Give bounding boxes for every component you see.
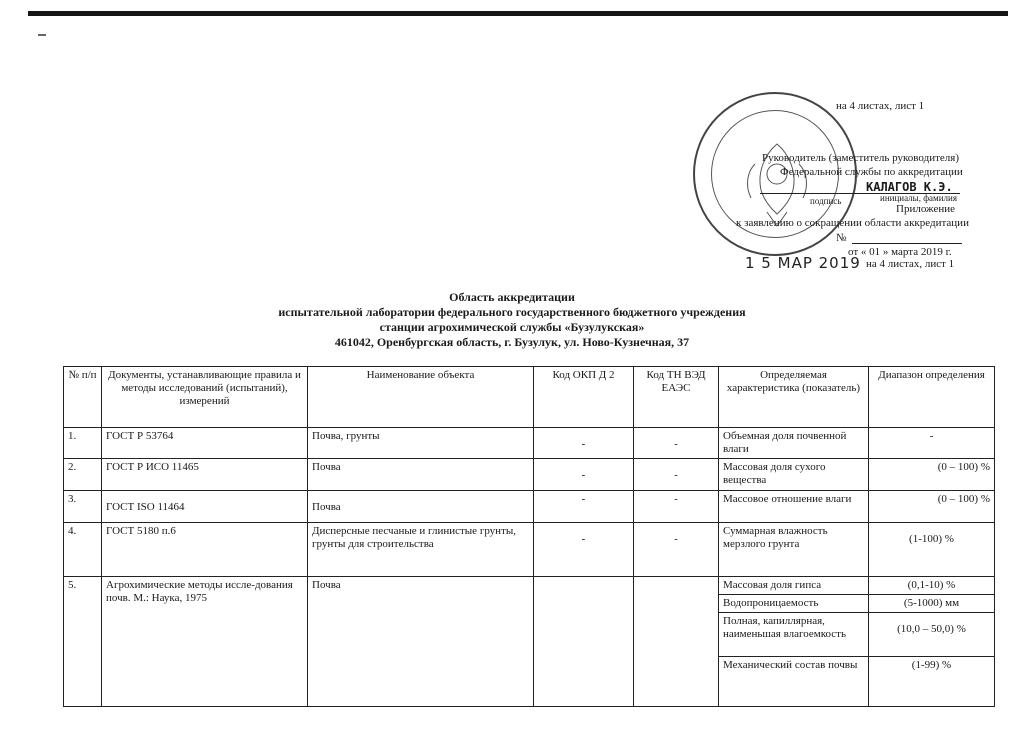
col-header-characteristic: Определяемая характеристика (показатель) [719, 367, 869, 428]
col-header-tnved: Код ТН ВЭД ЕАЭС [634, 367, 719, 428]
table-row [64, 523, 995, 577]
cell-object: Почва [308, 491, 534, 523]
initials-caption: инициалы, фамилия [880, 193, 957, 203]
cell-characteristic: Суммарная влажность мерзлого грунта [719, 523, 869, 577]
table-row [64, 577, 995, 595]
cell-tnved: - [634, 459, 719, 491]
cell-tnved [634, 577, 719, 707]
cell-tnved: - [634, 491, 719, 523]
sheets-count-top: на 4 листах, лист 1 [836, 100, 925, 112]
head-title: Руководитель (заместитель руководителя) [762, 152, 959, 164]
statement-date: от « 01 » марта 2019 г. [848, 246, 952, 258]
cell-document: ГОСТ Р 53764 [102, 428, 308, 459]
cell-object: Почва, грунты [308, 428, 534, 459]
col-header-documents: Документы, устанавливающие правила и методы исследований (испытаний), измерений [102, 367, 308, 428]
title-line-1: Область аккредитации [449, 290, 575, 304]
cell-document: Агрохимические методы иссле-дования почв. М.: Наука, 1975 [102, 577, 308, 707]
cell-characteristic: Объемная доля почвенной влаги [719, 428, 869, 459]
col-header-object: Наименование объекта [308, 367, 534, 428]
cell-okp: - [534, 491, 634, 523]
cell-number: 1. [64, 428, 102, 459]
cell-object: Почва [308, 577, 534, 707]
cell-characteristic: Массовая доля сухого вещества [719, 459, 869, 491]
received-date-stamp: 1 5 МАР 2019 [745, 254, 861, 272]
col-header-range: Диапазон определения [869, 367, 995, 428]
sign-caption: подпись [810, 196, 842, 206]
cell-range: (10,0 – 50,0) % [869, 613, 995, 657]
accreditation-table [63, 366, 995, 707]
top-border-line [28, 11, 1008, 16]
cell-document: ГОСТ 5180 п.6 [102, 523, 308, 577]
cell-document: ГОСТ ISO 11464 [102, 491, 308, 523]
table-row [64, 428, 995, 459]
cell-range: (5-1000) мм [869, 595, 995, 613]
cell-range: (0 – 100) % [869, 491, 995, 523]
cell-number: 4. [64, 523, 102, 577]
table-row [64, 459, 995, 491]
cell-tnved: - [634, 428, 719, 459]
cell-object: Дисперсные песчаные и глинистые грунты, грунты для строительства [308, 523, 534, 577]
cell-characteristic: Массовое отношение влаги [719, 491, 869, 523]
appendix-label: Приложение [896, 203, 956, 215]
cell-number: 3. [64, 491, 102, 523]
cell-range: (0 – 100) % [869, 459, 995, 491]
scan-mark [38, 34, 46, 36]
cell-number: 2. [64, 459, 102, 491]
table-header-row [64, 367, 995, 428]
cell-characteristic: Механический состав почвы [719, 657, 869, 707]
statement-label: к заявлению о сокращении области аккредитации [736, 217, 969, 229]
cell-okp: - [534, 428, 634, 459]
cell-characteristic: Полная, капиллярная, наименьшая влагоемкость [719, 613, 869, 657]
title-line-4: 461042, Оренбургская область, г. Бузулук, ул. Ново-Кузнечная, 37 [334, 335, 690, 349]
cell-range: (1-100) % [869, 523, 995, 577]
cell-object: Почва [308, 459, 534, 491]
cell-okp: - [534, 459, 634, 491]
signer-name: КАЛАГОВ К.Э. [866, 180, 953, 194]
sheets-count-bottom: на 4 листах, лист 1 [866, 258, 955, 270]
number-line [852, 243, 962, 244]
cell-range: (0,1-10) % [869, 577, 995, 595]
col-header-number: № п/п [64, 367, 102, 428]
cell-document: ГОСТ Р ИСО 11465 [102, 459, 308, 491]
cell-okp: - [534, 523, 634, 577]
cell-number: 5. [64, 577, 102, 707]
col-header-okp: Код ОКП Д 2 [534, 367, 634, 428]
title-line-2: испытательной лаборатории федерального государственного бюджетного учреждения [278, 305, 746, 319]
cell-characteristic: Водопроницаемость [719, 595, 869, 613]
service-name: Федеральной службы по аккредитации [780, 166, 963, 178]
document-title [0, 290, 1024, 350]
number-label: № [836, 232, 847, 244]
cell-range: - [869, 428, 995, 459]
cell-characteristic: Массовая доля гипса [719, 577, 869, 595]
title-line-3: станции агрохимической службы «Бузулукская» [379, 320, 645, 334]
table-row [64, 491, 995, 523]
cell-range: (1-99) % [869, 657, 995, 707]
cell-okp [534, 577, 634, 707]
cell-tnved: - [634, 523, 719, 577]
